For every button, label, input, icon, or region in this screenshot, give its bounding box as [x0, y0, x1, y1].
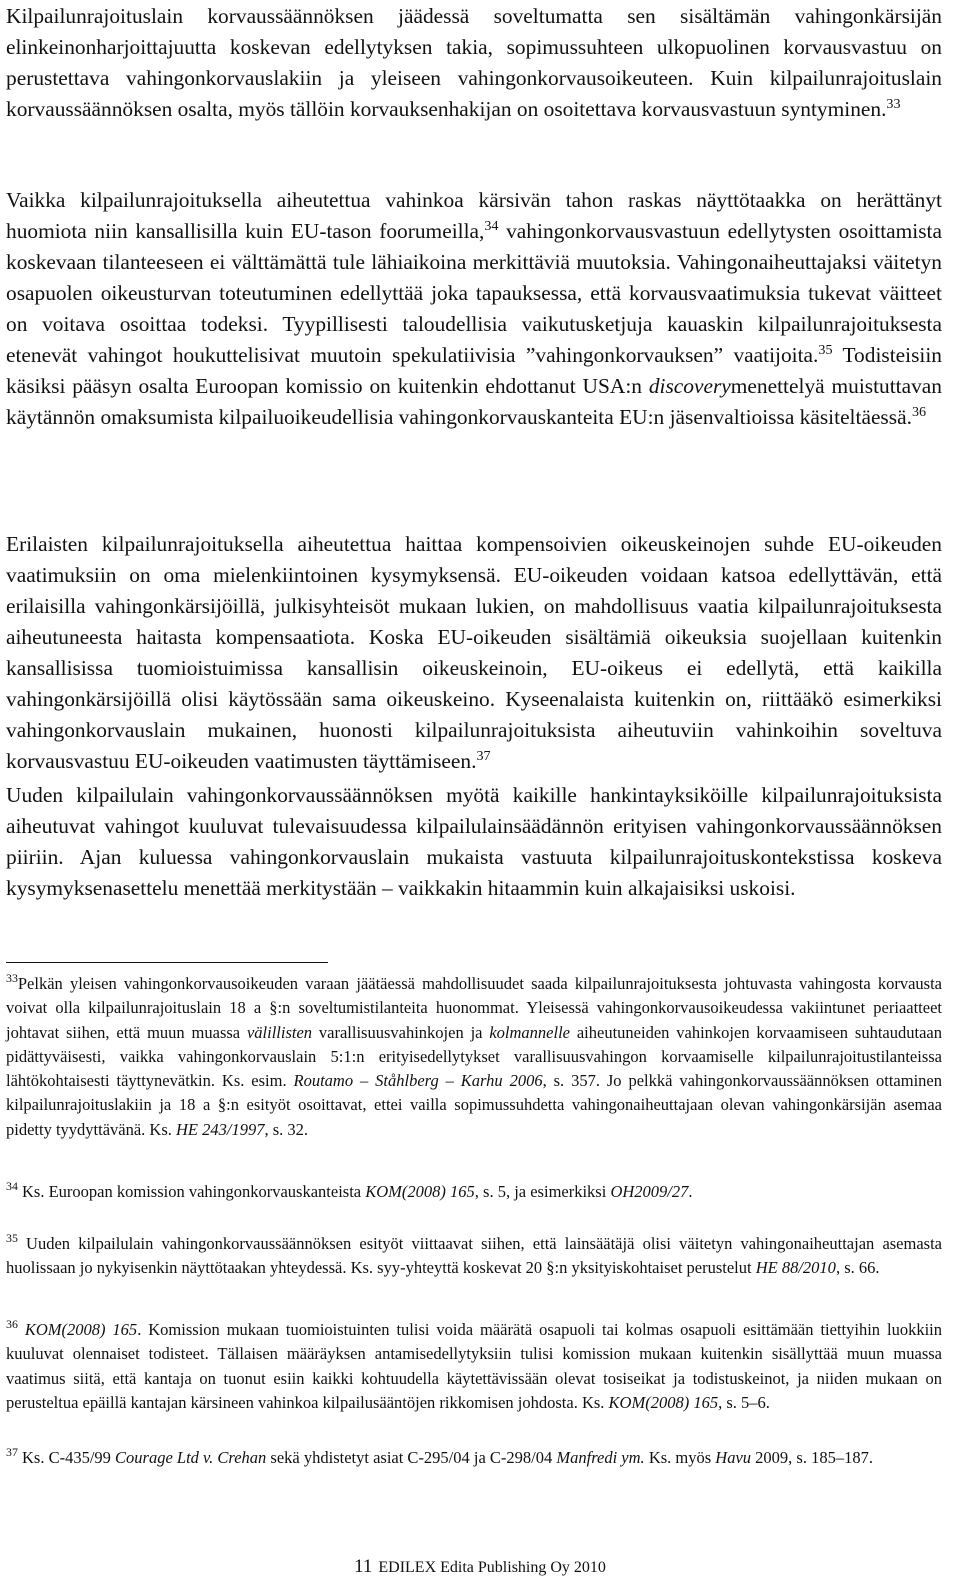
paragraph-text: Vaikka kilpailunrajoituksella aiheutettua vahinkoa kärsivän tahon raskas näyttötaakka on herättänyt huomiota niin kansallisilla kuin EU-tason foorumeilla, [6, 188, 942, 243]
italic-term: kolmannelle [489, 1022, 570, 1042]
citation: Manfredi ym. [556, 1448, 645, 1467]
paragraph-text: menettelyä muistuttavan käytännön omaksumista kilpailuoikeudellisia vahingonkorvauskanteita EU:n jäsenvaltioissa käsiteltäessä. [6, 374, 942, 429]
publisher-line: EDILEX Edita Publishing Oy 2010 [378, 1559, 606, 1576]
footnote-text: , s. 5, ja esimerkiksi [474, 1182, 611, 1201]
paragraph-1 [6, 1, 942, 125]
footnote-number: 33 [6, 971, 18, 986]
footnote-33 [6, 972, 942, 1142]
footnote-number: 36 [6, 1317, 18, 1332]
footnote-text [18, 1320, 25, 1339]
footnote-number: 34 [6, 1179, 18, 1194]
footnote-37 [6, 1446, 942, 1470]
footnote-text: . [688, 1182, 693, 1201]
paragraph-text: Todisteisiin käsiksi pääsyn osalta Euroopan komissio on kuitenkin ehdottanut USA:n [6, 343, 942, 398]
footnote-36 [6, 1318, 942, 1415]
citation: Courage Ltd v. Crehan [115, 1448, 267, 1467]
citation: KOM(2008) 165 [24, 1320, 138, 1339]
footnote-text: , s. 66. [835, 1258, 880, 1278]
paragraph-2 [6, 185, 942, 433]
citation: HE 243/1997 [176, 1119, 265, 1139]
footnote-number: 37 [6, 1445, 18, 1460]
page-number: 11 [354, 1556, 373, 1577]
footnote-text: Ks. Euroopan komission vahingonkorvauskanteista [17, 1182, 366, 1201]
footnote-ref-34[interactable]: 34 [484, 217, 499, 234]
paragraph-text: Kilpailunrajoituslain korvaussäännöksen jäädessä soveltumatta sen sisältämän vahingonkärsijän elinkeinonharjoittajuutta koskevan edellytyksen takia, sopimussuhteen ulkopuolinen korvausvastuu on perustettava vahingonkorvauslakiin ja yleiseen vahingonkorvausoikeuteen. Kuin kilpailunrajoituslain korvaussäännöksen osalta, myös tällöin korvauksenhakijan on osoitettava korvausvastuun syntyminen. [6, 4, 942, 121]
footnote-text: Pelkän yleisen vahingonkorvausoikeuden varaan jäätäessä mahdollisuudet saada kilpailunrajoituksesta johtuvasta vahingosta korvausta voivat olla kilpailunrajoituslain 18 a §:n soveltumistilanteita huonommat. Yleisessä vahingonkorvausoikeudessa vakiintunet periaatteet johtavat siihen, että muun muassa [6, 974, 942, 1042]
citation: OH2009/27 [610, 1182, 689, 1201]
footnote-35 [6, 1232, 942, 1281]
citation: KOM(2008) 165 [365, 1182, 475, 1201]
footnote-text: , s. 5–6. [718, 1392, 770, 1412]
footnote-separator [6, 962, 328, 963]
footnote-text: varallisuusvahinkojen ja [312, 1022, 490, 1042]
paragraph-3 [6, 529, 942, 777]
citation: KOM(2008) 165 [608, 1392, 719, 1412]
citation: HE 88/2010 [755, 1258, 836, 1278]
paragraph-text: Uuden kilpailulain vahingonkorvaussäännöksen myötä kaikille hankintayksiköille kilpailunrajoituksista aiheutuvat vahingot kuuluvat tulevaisuudessa kilpailulainsäädännön erityisen vahingonkorvaussäännöksen piiriin. Ajan kuluessa vahingonkorvauslain mukaista vastuuta kilpailunrajoituskontekstissa koskeva kysymyksenasettelu menettää merkitystään – vaikkakin hitaammin kuin alkajaisiksi uskoisi. [6, 783, 942, 900]
footnote-text: sekä yhdistetyt asiat C-295/04 ja C-298/04 [266, 1448, 557, 1467]
footnote-text: , s. 357. Jo pelkkä vahingonkorvaussäännöksen ottaminen kilpailunrajoituslakiin ja 18 a §:n esityöt osoittavat, ettei vailla sopimussuhdetta vahingonaiheuttajaan olevan vahingonkärsijän asemaa pidetty tyydyttävänä. Ks. [6, 1071, 942, 1139]
page-footer [0, 1556, 960, 1578]
footnote-ref-33[interactable]: 33 [886, 95, 901, 112]
footnote-text: aiheutuneiden vahinkojen korvaamiseen suhtaudutaan pidättyväisesti, vaikka vahingonkorvauslain 5:1:n erityisedellytykset varallisuusvahingon korvaamiselle kilpailunrajoitustilanteissa lähtökohtaisesti täyttynevätkin. Ks. esim. [6, 1022, 942, 1091]
footnote-text: Ks. myös [644, 1448, 716, 1467]
italic-term: välillisten [246, 1022, 313, 1042]
footnote-text: 2009, s. 185–187. [751, 1448, 873, 1467]
footnote-text: . Komission mukaan tuomioistuinten tulisi voida määrätä osapuoli tai kolmas osapuoli esittämään tiettyihin luokkiin kuuluvat olennaiset todisteet. Tällaisen määräyksen antamisedellytyksiin tulisi komission mukaan kuitenkin sisällyttää muun muassa vaatimus siitä, että kantaja on tuonut esiin kaikki kohtuudella käytettävissään olevat tosiseikat ja todistuskeinot, ja niiden mukaan on perusteltua epäillä kantajan kärsineen vahinkoa kilpailusääntöjen rikkomisen johdosta. Ks. [6, 1320, 942, 1412]
italic-term: discovery [648, 374, 731, 398]
citation: Havu [715, 1448, 752, 1467]
paragraph-text: vahingonkorvausvastuun edellytysten osoittamista koskevaan tilanteeseen ei välttämättä tule lähiaikoina merkittäviä muutoksia. Vahingonaiheuttajaksi väitetyn osapuolen oikeusturvan toteutuminen edellyttää joka tapauksessa, että korvausvaatimuksia tukevat väitteet on voitava osoittaa todeksi. Tyypillisesti taloudellisia vaikutusketjuja kauaskin kilpailunrajoituksesta etenevät vahingot houkuttelisivat muutoin spekulatiivisia ”vahingonkorvauksen” vaatijoita. [6, 219, 942, 367]
footnote-text: , s. 32. [264, 1119, 309, 1139]
footnote-ref-35[interactable]: 35 [818, 341, 833, 358]
paragraph-text: Erilaisten kilpailunrajoituksella aiheutettua haittaa kompensoivien oikeuskeinojen suhde EU-oikeuden vaatimuksiin on oma mielenkiintoinen kysymyksensä. EU-oikeuden voidaan katsoa edellyttävän, että erilaisilla vahingonkärsijöillä, julkisyhteisöt mukaan lukien, on mahdollisuus vaatia kilpailunrajoituksesta aiheutuneesta haitasta kompensaatiota. Koska EU-oikeuden sisältämiä oikeuksia suojellaan kuitenkin kansallisissa tuomioistuimissa kansallisin oikeuskeinoin, EU-oikeus ei edellytä, että kaikilla vahingonkärsijöillä olisi käytössään sama oikeuskeino. Kyseenalaista kuitenkin on, riittääkö esimerkiksi vahingonkorvauslain mukainen, huonosti kilpailunrajoituksista aiheutuviin vahinkoihin soveltuva korvausvastuu EU-oikeuden vaatimusten täyttämiseen. [6, 532, 942, 773]
footnote-ref-36[interactable]: 36 [911, 403, 927, 420]
paragraph-4 [6, 780, 942, 904]
footnote-ref-37[interactable]: 37 [476, 747, 491, 764]
footnote-text: Uuden kilpailulain vahingonkorvaussäännöksen esityöt viittaavat siihen, että lainsäätäjä olisi väitetyn vahingonaiheuttajan asemasta huolissaan jo nykyisenkin näyttötaakan yhteydessä. Ks. syy-yhteyttä koskevat 20 §:n yksityiskohtaiset perustelut [6, 1234, 942, 1278]
footnote-text: Ks. C-435/99 [17, 1448, 116, 1467]
footnote-34 [6, 1180, 942, 1204]
citation: Routamo – Ståhlberg – Karhu 2006 [293, 1071, 543, 1091]
footnote-number: 35 [6, 1231, 18, 1246]
